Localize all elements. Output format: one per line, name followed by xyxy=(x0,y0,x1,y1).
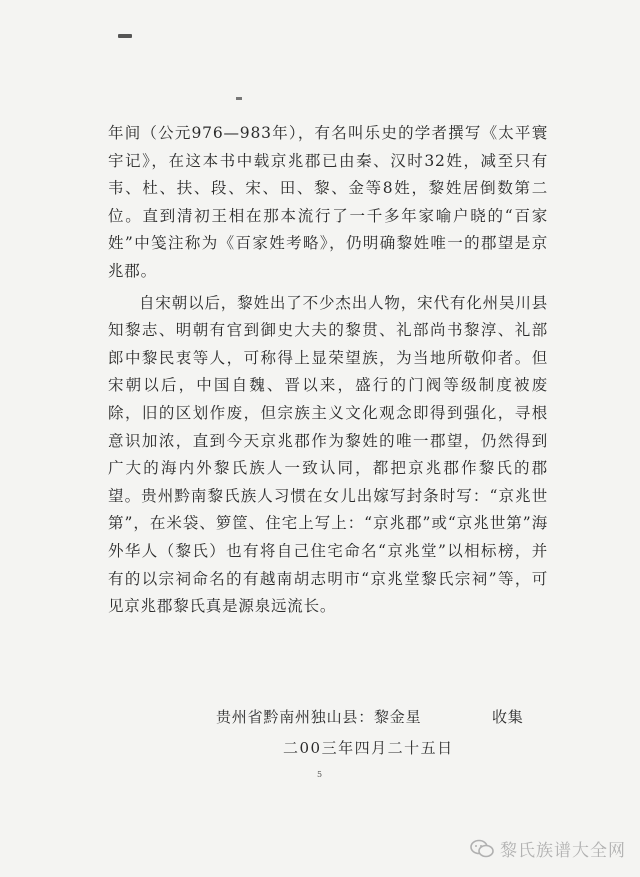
wechat-chat-bubbles-icon xyxy=(470,839,494,859)
paragraph-1: 年间（公元976—983年），有名叫乐史的学者撰写《太平寰宇记》，在这本书中载京兆郡已由秦、汉时32姓，减至只有韦、杜、扶、段、宋、田、黎、金等8姓，黎姓居倒数第二位。直到清初王相在那本流行了一千多年家喻户晓的“百家姓”中笺注称为《百家姓考略》，仍明确黎姓唯一的郡望是京兆郡。 xyxy=(108,124,548,280)
page-number: 5 xyxy=(317,770,323,779)
paragraph-2: 自宋朝以后，黎姓出了不少杰出人物，宋代有化州吴川县知黎志、明朝有官到御史大夫的黎贯、礼部尚书黎淳、礼部郎中黎民衷等人，可称得上显荣望族，为当地所敬仰者。但宋朝以后，中国自魏、晋以来，盛行的门阀等级制度被废除，旧的区划作废，但宗族主义文化观念即得到强化，寻根意识加浓，直到今天京兆郡作为黎姓的唯一郡望，仍然得到广大的海内外黎氏族人一致认同，都把京兆郡作黎氏的郡望。贵州黔南黎氏族人习惯在女儿出嫁写封条时写：“京兆世第”，在米袋、箩筐、住宅上写上：“京兆郡”或“京兆世第”海外华人（黎氏）也有将自己住宅命名“京兆堂”以相标榜，并有的以宗祠命名的有越南胡志明市“京兆堂黎氏宗祠”等，可见京兆郡黎氏真是源泉远流长。 xyxy=(108,293,548,616)
scan-speck-mark xyxy=(236,97,242,100)
signature-author: 贵州省黔南州独山县：黎金星 xyxy=(216,708,422,726)
signature-action: 收集 xyxy=(492,708,524,726)
document-body xyxy=(108,120,548,621)
watermark xyxy=(470,836,626,861)
signature-date: 二00三年四月二十五日 xyxy=(283,739,454,757)
scan-smudge-mark xyxy=(118,34,132,38)
watermark-text: 黎氏族谱大全网 xyxy=(500,841,626,861)
